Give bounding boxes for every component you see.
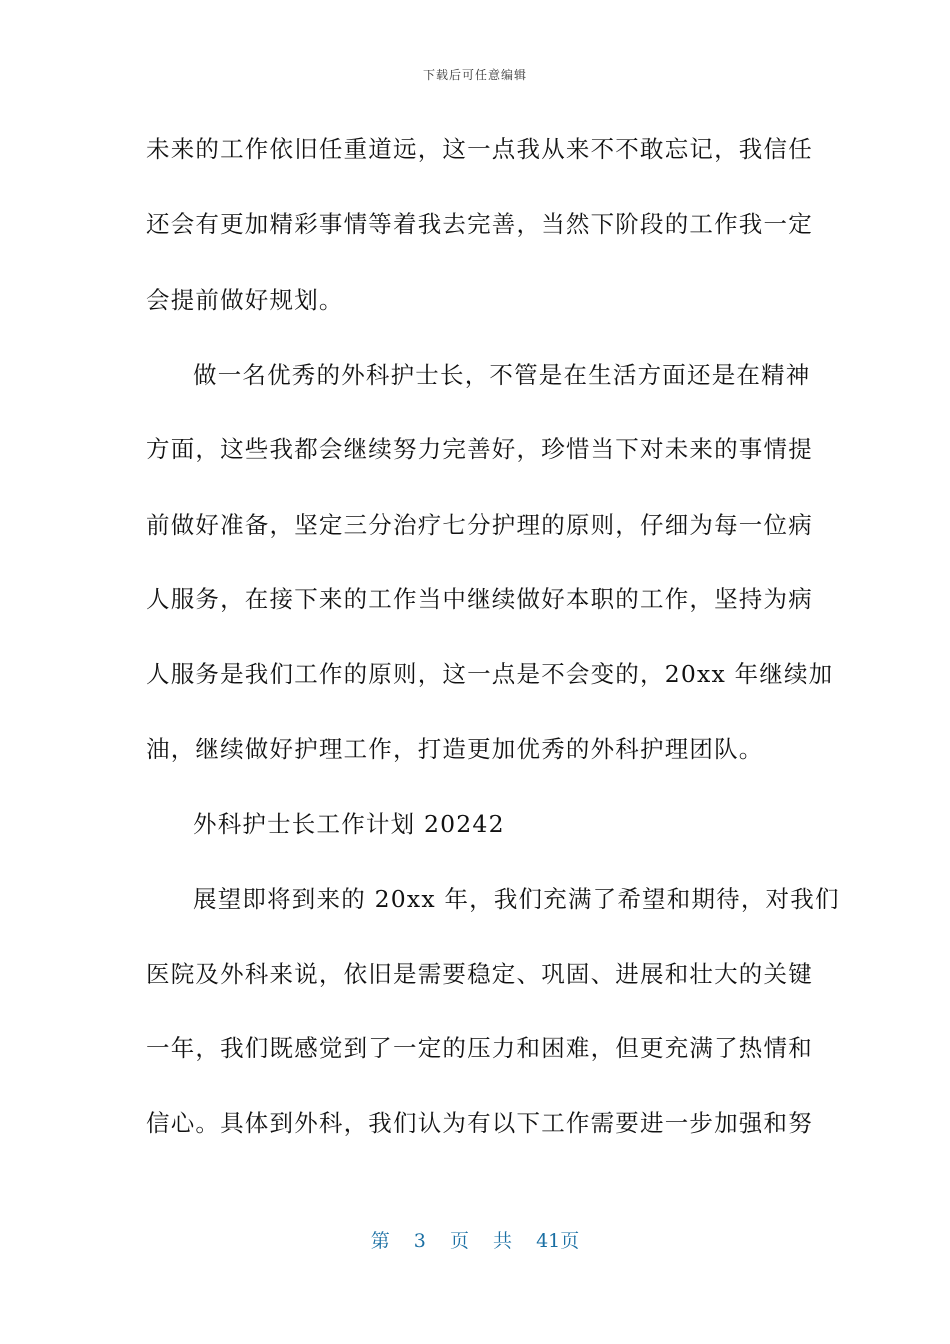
body-line: 医院及外科来说，依旧是需要稳定、巩固、进展和壮大的关键	[146, 960, 813, 988]
body-line: 油，继续做好护理工作，打造更加优秀的外科护理团队。	[146, 735, 764, 763]
footer-current-page: 3	[413, 1230, 426, 1252]
footer-total-pages: 41页	[536, 1230, 580, 1252]
body-line: 一年，我们既感觉到了一定的压力和困难，但更充满了热情和	[146, 1034, 813, 1062]
page-header: 下载后可任意编辑	[422, 68, 527, 82]
body-line: 做一名优秀的外科护士长，不管是在生活方面还是在精神	[193, 361, 811, 389]
footer-page-unit: 页	[449, 1230, 469, 1252]
body-line: 还会有更加精彩事情等着我去完善，当然下阶段的工作我一定	[146, 210, 813, 238]
body-line: 人服务是我们工作的原则，这一点是不会变的，20xx 年继续加	[146, 660, 834, 688]
footer-page-label: 第	[370, 1230, 390, 1252]
body-line: 方面，这些我都会继续努力完善好，珍惜当下对未来的事情提	[146, 435, 813, 463]
body-line: 未来的工作依旧任重道远，这一点我从来不不敢忘记，我信任	[146, 135, 813, 163]
footer-total-label: 共	[493, 1230, 513, 1252]
body-line: 信心。具体到外科，我们认为有以下工作需要进一步加强和努	[146, 1109, 813, 1137]
body-line: 人服务，在接下来的工作当中继续做好本职的工作，坚持为病	[146, 585, 813, 613]
page-footer	[0, 1226, 950, 1253]
body-line: 展望即将到来的 20xx 年，我们充满了希望和期待，对我们	[193, 885, 840, 913]
section-heading: 外科护士长工作计划 20242	[193, 810, 505, 838]
body-line: 会提前做好规划。	[146, 286, 344, 314]
body-line: 前做好准备，坚定三分治疗七分护理的原则，仔细为每一位病	[146, 511, 813, 539]
